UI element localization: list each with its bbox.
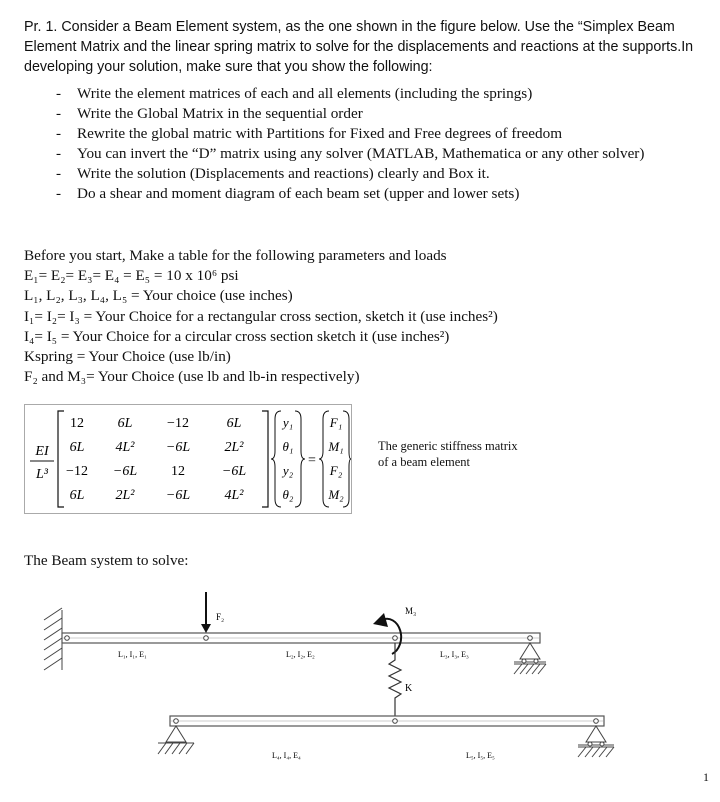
matrix-cell: 2L²	[224, 440, 244, 455]
list-item-text: Write the solution (Displacements and reactions) clearly and Box it.	[77, 165, 490, 182]
matrix-prefactor-denominator: L³	[36, 467, 48, 482]
force-vector-entry: M₁	[328, 439, 344, 454]
parameter-list	[24, 246, 714, 387]
fixed-wall-support	[44, 608, 62, 670]
bullet-dash: -	[56, 145, 62, 162]
node-marker	[174, 719, 179, 724]
displacement-vector-entry: θ₁	[282, 439, 294, 454]
matrix-cell: −6L	[165, 440, 191, 455]
matrix-cell: 12	[70, 416, 84, 431]
list-item	[24, 184, 714, 204]
list-item-text: Write the Global Matrix in the sequential order	[77, 105, 363, 122]
matrix-cell: 6L	[117, 416, 133, 431]
parameter-moduli: E₁= E₂= E₃= E₄ = E₅ = 10 x 10⁶ psi	[24, 267, 239, 285]
stiffness-matrix-equation	[24, 404, 352, 514]
matrix-cell: −6L	[221, 464, 247, 479]
matrix-cell: −6L	[165, 488, 191, 503]
bullet-dash: -	[56, 85, 62, 102]
node-marker	[65, 636, 70, 641]
list-item-text: Write the element matrices of each and all elements (including the springs)	[77, 85, 533, 102]
matrix-cell: 6L	[69, 440, 85, 455]
matrix-cell: 2L²	[115, 488, 135, 503]
bullet-dash: -	[56, 185, 62, 202]
element-label: L₅, I₅, E₅	[466, 751, 495, 760]
element-label: L₃, I₃, E₃	[440, 650, 469, 659]
matrix-cell: −12	[66, 464, 88, 479]
node-marker	[393, 719, 398, 724]
list-item-text: Rewrite the global matric with Partitions for Fixed and Free degrees of freedom	[77, 125, 563, 142]
force-vector-entry: M₂	[328, 487, 344, 502]
element-label: L₄, I₄, E₄	[272, 751, 301, 760]
page-number: 1	[703, 770, 709, 784]
parameter-rect-inertia: I₁= I₂= I₃ = Your Choice for a rectangular cross section, sketch it (use inches²)	[24, 307, 498, 325]
node-marker	[594, 719, 599, 724]
displacement-left-brace	[271, 411, 281, 507]
matrix-left-bracket	[58, 411, 64, 507]
bullet-dash: -	[56, 125, 62, 142]
displacement-vector-entry: y₂	[282, 463, 294, 478]
matrix-right-bracket	[262, 411, 268, 507]
parameter-circ-inertia: I₄= I₅ = Your Choice for a circular cross section sketch it (use inches²)	[24, 327, 450, 345]
element-label: L₂, I₂, E₂	[286, 650, 315, 659]
equals-sign: =	[308, 453, 316, 468]
matrix-caption-line: The generic stiffness matrix	[378, 439, 518, 453]
matrix-cell: 6L	[226, 416, 242, 431]
displacement-vector-entry: y₁	[282, 415, 294, 430]
parameter-intro: Before you start, Make a table for the following parameters and loads	[24, 247, 447, 264]
matrix-cell: 12	[171, 464, 185, 479]
force-vector-entry: F₁	[329, 415, 343, 430]
matrix-cell: 4L²	[115, 440, 135, 455]
spring-element	[389, 643, 401, 716]
beam-system-title: The Beam system to solve:	[24, 552, 189, 569]
matrix-graphic	[25, 405, 351, 513]
list-item-text: You can invert the “D” matrix using any solver (MATLAB, Mathematica or any other solver)	[77, 145, 645, 162]
pin-support-lower-left	[158, 726, 194, 754]
matrix-cell: −6L	[112, 464, 138, 479]
displacement-vector-entry: θ₂	[282, 487, 294, 502]
element-label: L₁, I₁, E₁	[118, 650, 147, 659]
list-item	[24, 124, 714, 144]
force-right-brace	[343, 411, 351, 507]
node-marker	[204, 636, 209, 641]
bullet-dash: -	[56, 105, 62, 122]
node-marker	[528, 636, 533, 641]
matrix-cell: 4L²	[224, 488, 244, 503]
list-item	[24, 84, 714, 104]
matrix-cell: −12	[167, 416, 189, 431]
list-item-text: Do a shear and moment diagram of each beam set (upper and lower sets)	[77, 185, 520, 202]
parameter-spring: Kspring = Your Choice (use lb/in)	[24, 348, 231, 366]
parameter-loads: F₂ and M₃= Your Choice (use lb and lb-in respectively)	[24, 368, 360, 386]
list-item	[24, 164, 714, 184]
beam-system-diagram	[0, 580, 720, 780]
node-marker	[393, 636, 398, 641]
applied-force-arrow	[201, 592, 211, 633]
roller-support-upper	[514, 643, 546, 674]
matrix-caption	[378, 438, 518, 470]
problem-statement: Pr. 1. Consider a Beam Element system, as the one shown in the figure below. Use the “Simplex Beam Element Matrix and the linear spring matrix to solve for the displacements and reactions at the supports.In developing your solution, make sure that you show the following:	[24, 19, 694, 75]
parameter-lengths: L₁, L₂, L₃, L₄, L₅ = Your choice (use inches)	[24, 287, 293, 305]
list-item	[24, 144, 714, 164]
force-label: F₂	[216, 612, 225, 622]
displacement-right-brace	[295, 411, 305, 507]
force-vector-entry: F₂	[329, 463, 343, 478]
matrix-caption-line: of a beam element	[378, 455, 470, 469]
roller-support-lower-right	[578, 726, 614, 757]
moment-label: M₃	[405, 606, 417, 616]
spring-label: K	[405, 683, 413, 694]
matrix-cell: 6L	[69, 488, 85, 503]
requirements-list	[24, 84, 714, 204]
list-item	[24, 104, 714, 124]
matrix-prefactor-numerator: EI	[35, 444, 49, 459]
bullet-dash: -	[56, 165, 62, 182]
